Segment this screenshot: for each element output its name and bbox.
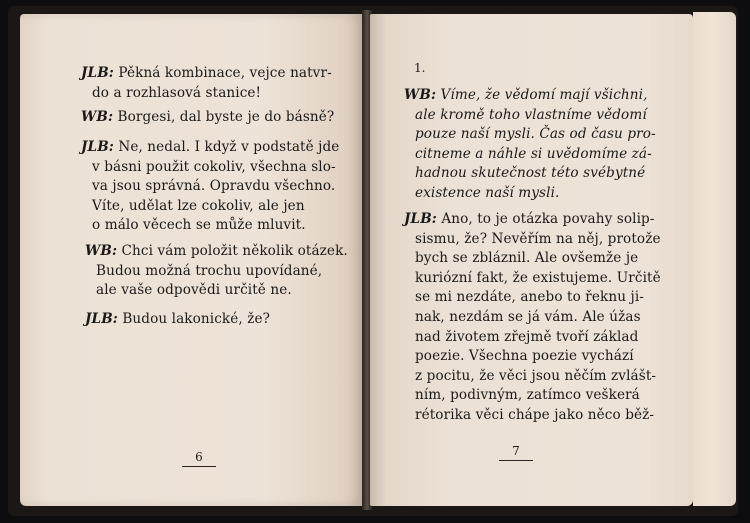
dialogue-block: [81, 64, 332, 103]
dialogue-line: ale kromě toho vlastníme vědomí: [415, 106, 647, 123]
speaker-label: WB:: [81, 109, 114, 125]
dialogue-line: nad životem zřejmě tvoří základ: [415, 328, 639, 345]
dialogue-line: Víte, udělat lze cokoliv, ale jen: [92, 197, 305, 214]
dialogue-block: [404, 210, 661, 426]
dialogue-line: ním, podivným, zatímco veškerá: [415, 387, 640, 404]
dialogue-line: Budou lakonické, že?: [122, 311, 271, 327]
page-number: 7: [512, 444, 520, 458]
dialogue-line: poezie. Všechna poezie vychází: [415, 348, 634, 365]
dialogue-line: Budou možná trochu upovídané,: [96, 262, 323, 279]
speaker-label: WB:: [404, 87, 437, 103]
dialogue-line: kuriózní fakt, že existujeme. Určitě: [415, 269, 661, 286]
dialogue-line: v básni použit cokoliv, všechna slo-: [92, 158, 336, 175]
page-number-rule: [499, 460, 533, 461]
dialogue-line: bych se zbláznil. Ale ovšemže je: [415, 250, 639, 267]
dialogue-line: existence naší mysli.: [415, 184, 560, 201]
dialogue-block: [404, 86, 656, 204]
dialogue-line: Ne, nedal. I když v podstatě jde: [118, 139, 340, 155]
dialogue-line: citneme a náhle si uvědomíme zá-: [415, 145, 652, 162]
dialogue-line: do a rozhlasová stanice!: [92, 84, 262, 101]
speaker-label: JLB:: [81, 65, 114, 81]
right-page: [370, 14, 693, 506]
dialogue-line: Borgesi, dal byste je do básně?: [117, 109, 335, 125]
speaker-label: WB:: [85, 243, 118, 259]
dialogue-block: [81, 138, 339, 236]
left-page: [20, 14, 364, 506]
dialogue-line: ale vaše odpovědi určitě ne.: [96, 282, 292, 299]
dialogue-line: Chci vám položit několik otázek.: [121, 243, 348, 259]
dialogue-line: hadnou skutečnost této svébytné: [415, 165, 646, 182]
speaker-label: JLB:: [404, 211, 437, 227]
dialogue-line: va jsou správná. Opravdu všechno.: [92, 178, 336, 195]
dialogue-line: rétorika věci chápe jako něco běž-: [415, 406, 655, 423]
dialogue-block: [85, 242, 348, 301]
dialogue-line: z pocitu, že věci jsou něčím zvlášt-: [415, 367, 657, 384]
chapter-marker: 1.: [414, 61, 426, 75]
dialogue-block: [85, 310, 270, 330]
dialogue-line: Víme, že vědomí mají všichni,: [440, 87, 648, 103]
dialogue-line: Ano, to je otázka povahy solip-: [441, 211, 655, 227]
page-number-rule: [182, 466, 216, 467]
speaker-label: JLB:: [81, 139, 114, 155]
dialogue-block: [81, 108, 334, 128]
speaker-label: JLB:: [85, 311, 118, 327]
dialogue-line: pouze naší mysli. Čas od času pro-: [415, 126, 656, 143]
dialogue-line: Pěkná kombinace, vejce natvr-: [118, 65, 332, 81]
page-number: 6: [195, 450, 203, 464]
dialogue-line: nak, nezdám se já vám. Ale úžas: [415, 308, 641, 325]
page-stack-edge: [693, 12, 736, 506]
dialogue-line: o málo věcech se může mluvit.: [92, 217, 306, 234]
dialogue-line: se mi nezdáte, anebo to řeknu ji-: [415, 289, 644, 306]
dialogue-line: sismu, že? Nevěřím na něj, protože: [415, 230, 661, 247]
